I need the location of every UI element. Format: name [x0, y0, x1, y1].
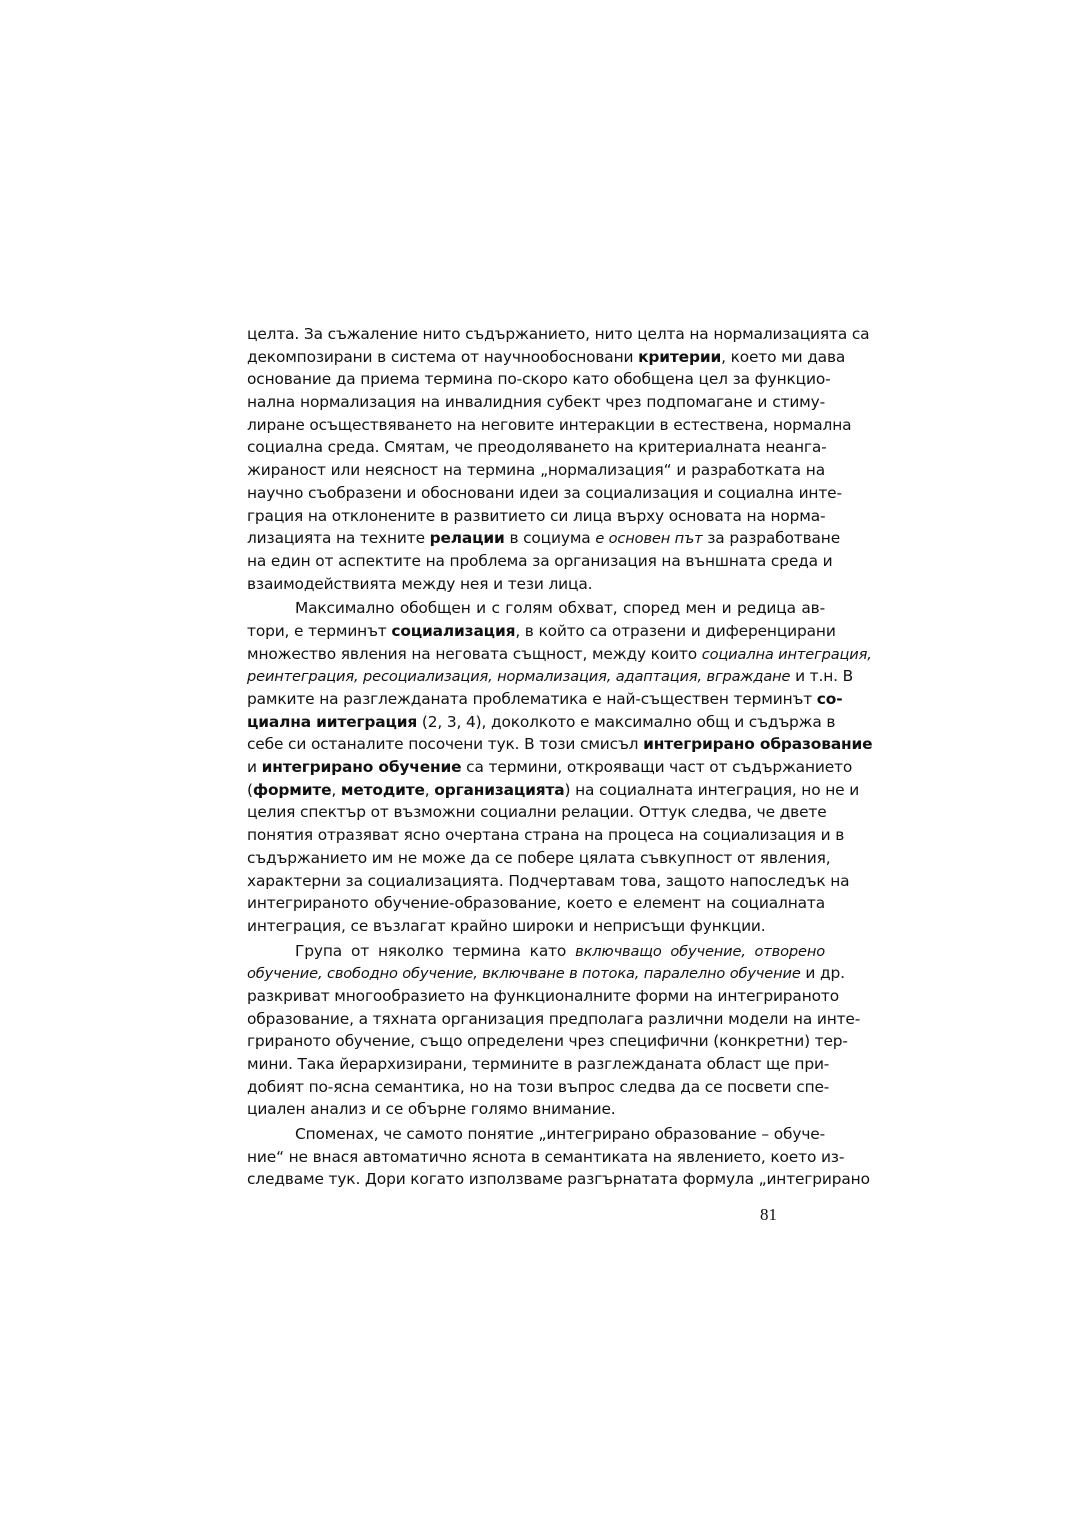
text-line — [247, 1053, 830, 1076]
text-run: и т.н. В — [790, 667, 854, 686]
text-run: са термини, открояващи част от съдържанието — [461, 758, 853, 777]
text-line — [247, 801, 825, 824]
text-run: добият по-ясна семантика, но на този въпрос следва да се посвети спе- — [247, 1077, 830, 1096]
text-run: мини. Така йерархизирани, термините в разглежданата област ще при- — [247, 1055, 830, 1073]
bold-term: критерии — [638, 347, 722, 366]
text-line — [247, 597, 825, 620]
text-line — [247, 870, 850, 893]
text-run: Максимално обобщен и с голям обхват, според мен и редица ав- — [295, 599, 825, 618]
text-run: на един от аспектите на проблема за организация на външната среда и — [247, 551, 833, 570]
text-line — [247, 391, 825, 414]
text-run: множество явления на неговата същност, между които — [247, 644, 702, 663]
paragraph — [247, 940, 861, 1122]
text-run: лиране осъществяването на неговите интеракции в естествена, нормална — [247, 415, 852, 434]
text-line — [247, 779, 860, 802]
text-run: ние“ не внася автоматично яснота в семантиката на явлението, което из- — [247, 1147, 845, 1166]
text-run: лизацията на техните — [247, 529, 430, 548]
text-run: , което ми дава — [721, 347, 846, 366]
text-run: и др. — [800, 964, 845, 983]
italic-text: обучение, свободно обучение, включване в потока, паралелно обучение — [247, 965, 801, 983]
text-line — [247, 414, 852, 437]
text-line — [247, 1030, 848, 1053]
text-line — [247, 733, 873, 756]
text-line — [247, 346, 846, 369]
italic-text: социална интеграция, — [701, 645, 872, 663]
bold-term: интегрирано образование — [643, 735, 873, 754]
text-run: , — [331, 780, 341, 799]
text-line — [247, 711, 836, 734]
text-run: и — [247, 758, 262, 777]
text-run: разкриват многообразието на функционалните форми на интегрираното — [247, 986, 839, 1005]
text-run: социална среда. Смятам, че преодоляването на критериалната неанга- — [247, 438, 827, 457]
text-line — [247, 1168, 870, 1191]
text-run: интегрираното обучение-образование, което е елемент на социалната — [247, 894, 825, 913]
bold-term: со- — [816, 690, 843, 708]
text-line — [247, 1076, 830, 1099]
text-run: характерни за социализацията. Подчертавам това, защото напоследък на — [247, 871, 850, 890]
text-line — [247, 527, 841, 550]
text-run: основание да приема термина по-скоро като обобщена цел за функцио- — [247, 370, 831, 389]
bold-term: формите — [252, 780, 332, 799]
text-line — [247, 756, 853, 779]
text-run: научно съобразени и обосновани идеи за социализация и социална инте- — [247, 483, 842, 502]
text-run: целта. За съжаление нито съдържанието, нито целта на нормализацията са — [247, 325, 870, 343]
text-run: интеграция, се възлагат крайно широки и неприсъщи функции. — [247, 916, 766, 935]
text-line — [247, 688, 843, 711]
text-run: Споменах, че самото понятие „интегрирано образование – обуче- — [295, 1125, 825, 1144]
paragraph — [247, 1123, 870, 1191]
text-line — [247, 824, 845, 847]
paragraph — [247, 597, 873, 937]
text-run: (2, 3, 4), доколкото е максимално общ и съдържа в — [417, 712, 836, 731]
text-line — [247, 962, 845, 985]
bold-term: интегрирано обучение — [261, 758, 462, 777]
text-line — [247, 323, 870, 346]
text-line — [247, 459, 825, 482]
text-line — [247, 550, 833, 573]
text-run: следваме тук. Дори когато използваме разгърнатата формула „интегрирано — [247, 1170, 870, 1189]
italic-text: реинтеграция, ресоциализация, нормализация, адаптация, вграждане — [247, 668, 791, 686]
text-run: съдържанието им не може да се побере цялата съвкупност от явления, — [247, 848, 831, 867]
text-run: понятия отразяват ясно очертана страна на процеса на социализация и в — [247, 826, 845, 845]
page-number: 81 — [760, 1205, 777, 1224]
text-line — [247, 985, 839, 1008]
text-line — [247, 1008, 861, 1031]
text-line — [247, 436, 825, 459]
text-run: ) на социалната интеграция, но не и — [564, 780, 860, 799]
text-line — [247, 620, 836, 643]
text-line — [247, 940, 825, 963]
bold-term: методите — [340, 780, 425, 799]
bold-term: организацията — [434, 780, 565, 799]
text-line — [247, 482, 842, 505]
italic-text: е основен път — [595, 530, 703, 548]
text-line — [247, 847, 831, 870]
paragraph — [247, 323, 870, 595]
text-run: Група от няколко термина като — [295, 941, 576, 960]
text-run: , — [424, 780, 435, 799]
italic-text: включващо обучение, отворено — [575, 942, 825, 960]
text-line — [247, 665, 854, 688]
text-run: грация на отклонените в развитието си лица върху основата на норма- — [247, 506, 826, 525]
text-run: жираност или неясност на термина „нормализация“ и разработката на — [247, 461, 825, 480]
text-line — [247, 368, 831, 391]
text-run: в социума — [504, 529, 596, 548]
text-run: нална нормализация на инвалидния субект чрез подпомагане и стиму- — [247, 393, 825, 412]
bold-term: циална иитеграция — [247, 712, 418, 731]
text-line — [247, 1098, 825, 1121]
text-run: , в който са отразени и диференцирани — [515, 621, 836, 640]
text-run: взаимодействията между нея и тези лица. — [247, 574, 593, 593]
bold-term: социализация — [391, 621, 516, 640]
text-line — [247, 915, 825, 938]
text-line — [247, 1146, 845, 1169]
text-run: декомпозирани в система от научнообосновани — [247, 347, 639, 366]
text-line — [247, 643, 872, 666]
text-line — [247, 573, 825, 596]
text-line — [247, 892, 825, 915]
bold-term: релации — [429, 529, 505, 548]
body-text — [247, 323, 873, 1191]
text-run: себе си останалите посочени тук. В този смисъл — [247, 735, 644, 754]
text-run: образование, а тяхната организация предполага различни модели на инте- — [247, 1009, 861, 1028]
text-line — [247, 505, 825, 528]
text-line — [247, 1123, 825, 1146]
text-run: за разработване — [702, 529, 841, 548]
text-run: целия спектър от възможни социални релации. Оттук следва, че двете — [247, 803, 827, 822]
text-run: ( — [247, 780, 253, 799]
text-run: грираното обучение, също определени чрез специфични (конкретни) тер- — [247, 1032, 848, 1051]
text-run: рамките на разглежданата проблематика е най-съществен терминът — [247, 690, 817, 708]
text-run: циален анализ и се обърне голямо внимание. — [247, 1100, 616, 1119]
text-run: тори, е терминът — [247, 621, 392, 640]
